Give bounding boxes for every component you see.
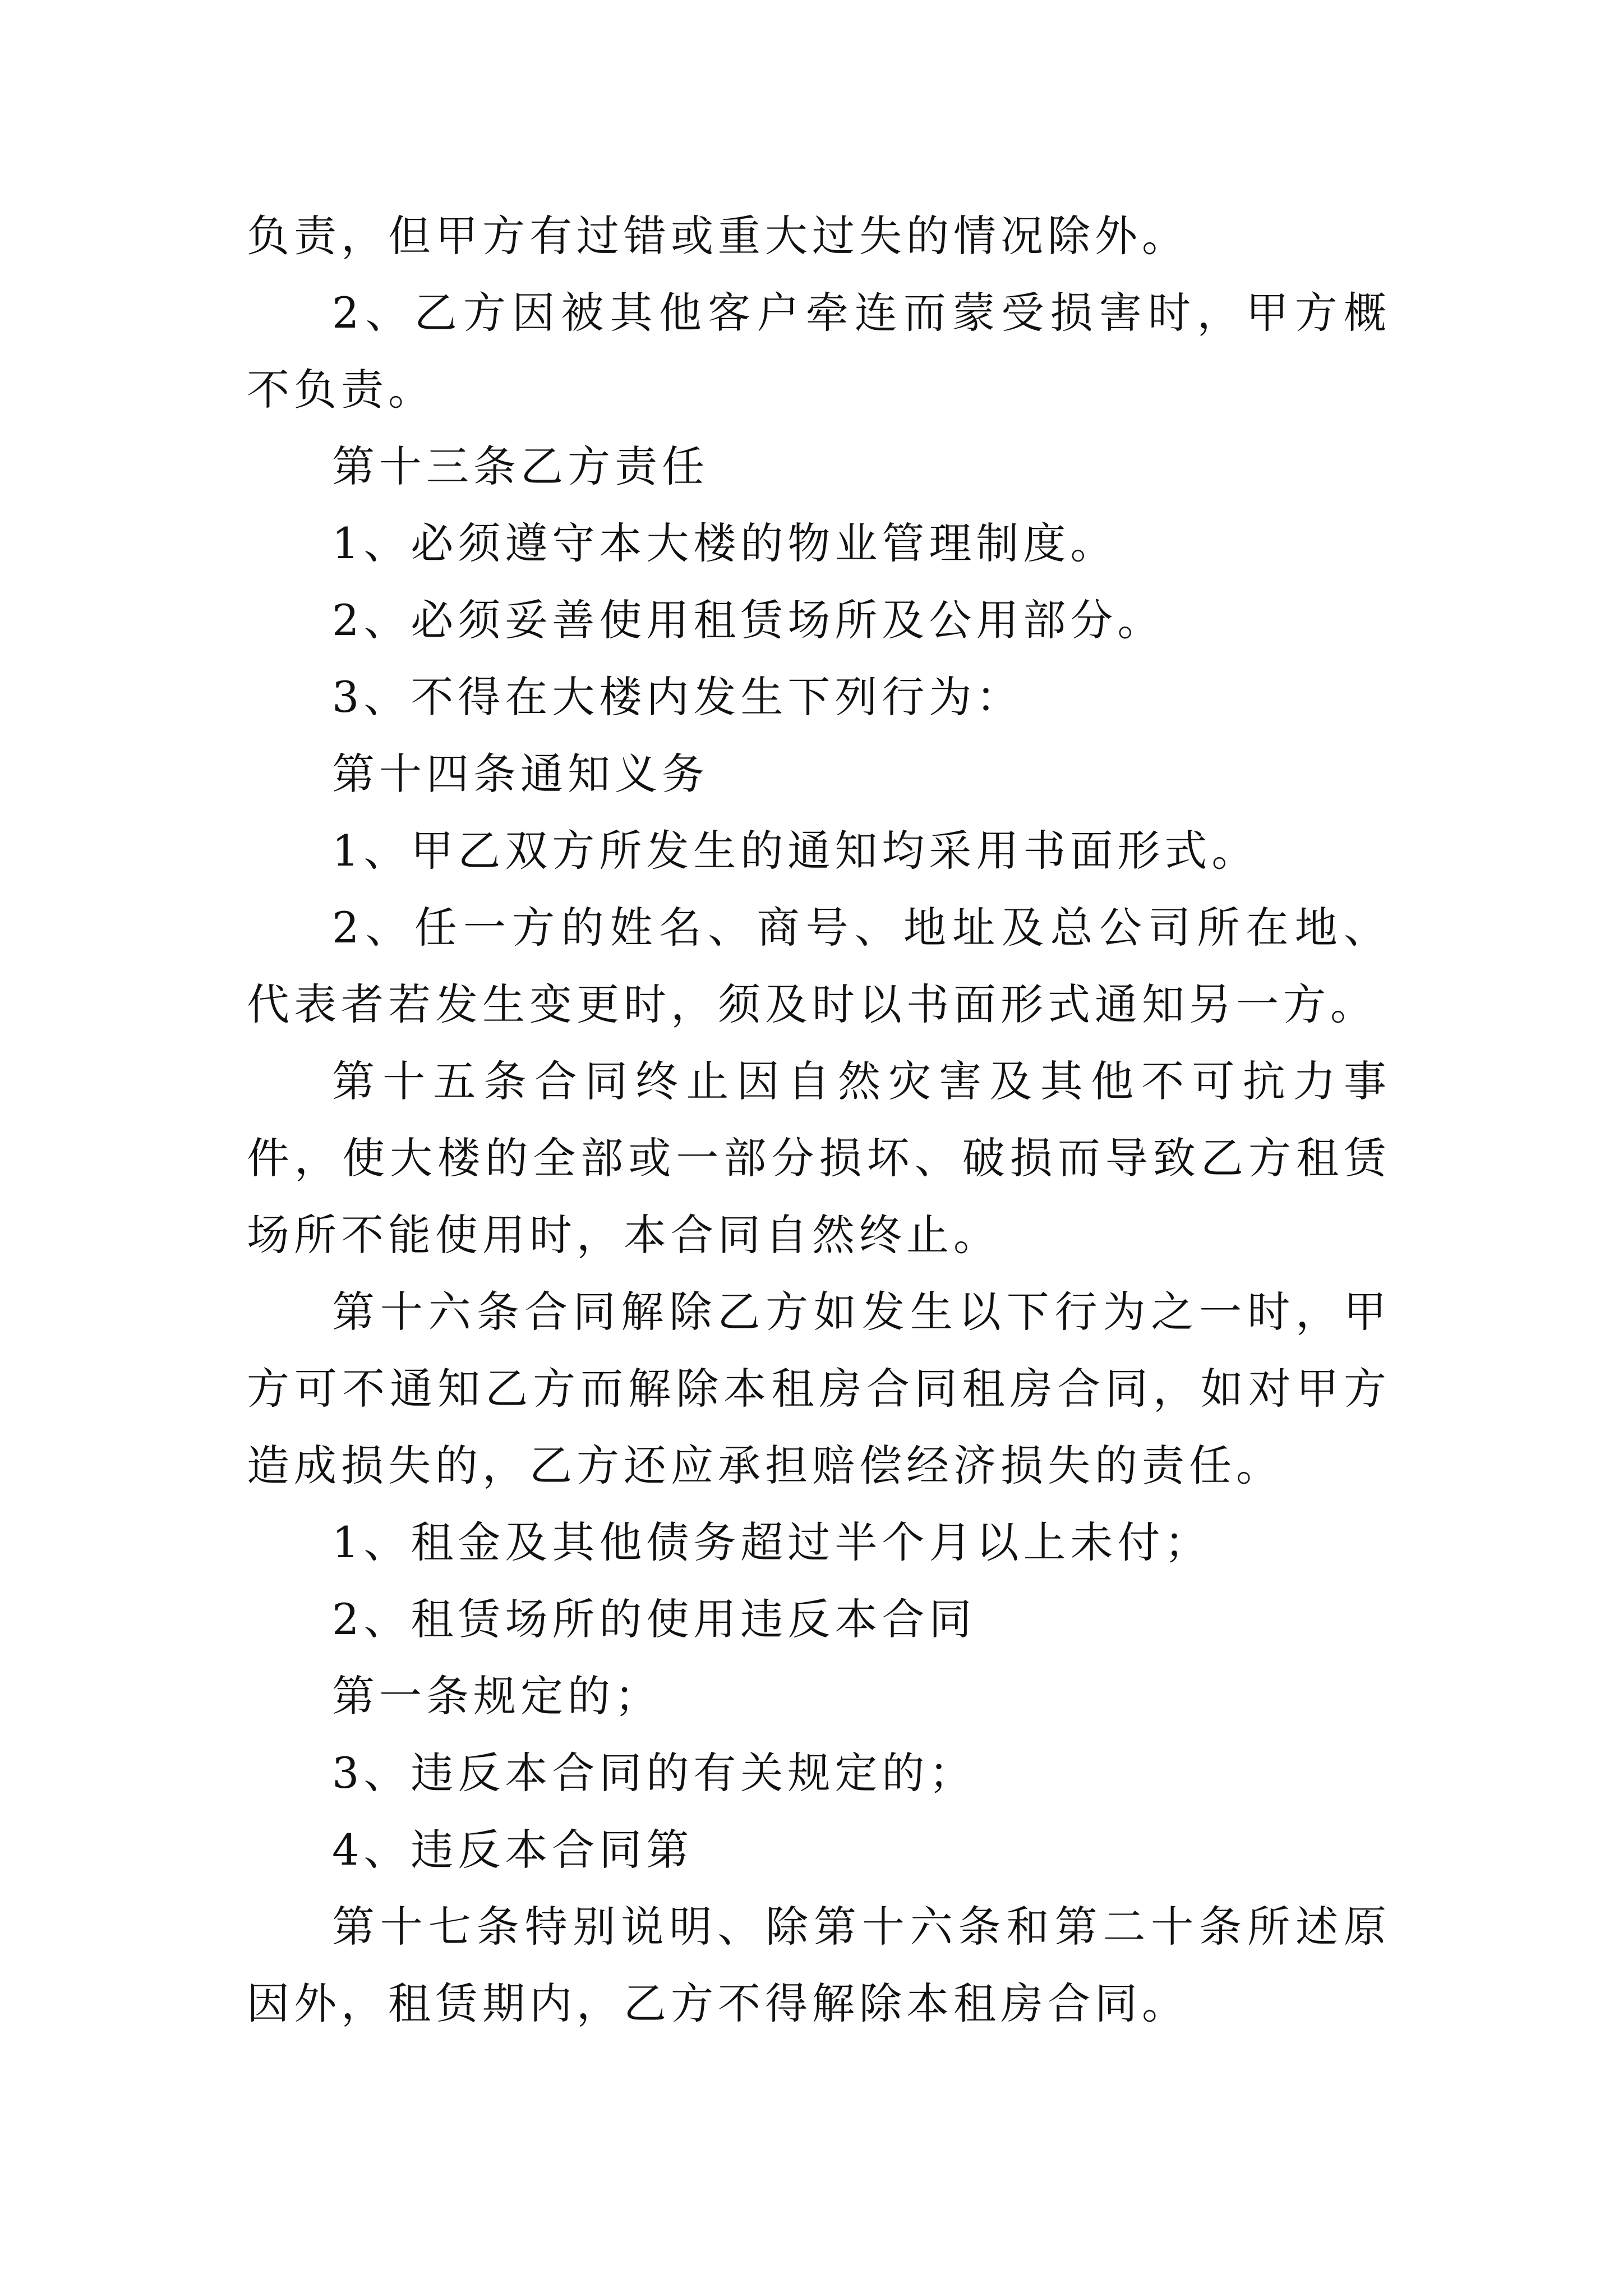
paragraph-5: 2、必须妥善使用租赁场所及公用部分。 bbox=[332, 595, 1165, 645]
paragraph-12: 1、租金及其他债务超过半个月以上未付； bbox=[332, 1517, 1212, 1567]
paragraph-9: 2、任一方的姓名、商号、地址及总公司所在地、代表者若发生变更时，须及时以书面形式通知另一方。 bbox=[247, 903, 1391, 1029]
paragraph-14: 第一条规定的； bbox=[332, 1671, 662, 1721]
paragraph-2: 2、乙方因被其他客户牵连而蒙受损害时，甲方概不负责。 bbox=[247, 288, 1391, 415]
article-13-heading: 第十三条乙方责任 bbox=[332, 441, 709, 491]
document-body bbox=[247, 197, 1391, 2042]
paragraph-6: 3、不得在大楼内发生下列行为： bbox=[332, 672, 1023, 722]
paragraph-8: 1、甲乙双方所发生的通知均采用书面形式。 bbox=[332, 826, 1259, 876]
paragraph-4: 1、必须遵守本大楼的物业管理制度。 bbox=[332, 518, 1118, 568]
paragraph-16: 4、违反本合同第 bbox=[332, 1825, 694, 1875]
paragraph-1: 负责，但甲方有过错或重大过失的情况除外。 bbox=[247, 211, 1189, 261]
paragraph-13: 2、租赁场所的使用违反本合同 bbox=[332, 1594, 976, 1644]
article-14-heading: 第十四条通知义务 bbox=[332, 749, 709, 799]
article-16-paragraph: 第十六条合同解除乙方如发生以下行为之一时，甲方可不通知乙方而解除本租房合同租房合同，如对甲方造成损失的，乙方还应承担赔偿经济损失的责任。 bbox=[247, 1287, 1391, 1490]
paragraph-15: 3、违反本合同的有关规定的； bbox=[332, 1748, 976, 1798]
article-17-paragraph: 第十七条特别说明、除第十六条和第二十条所述原因外，租赁期内，乙方不得解除本租房合同。 bbox=[247, 1902, 1391, 2028]
article-15-paragraph: 第十五条合同终止因自然灾害及其他不可抗力事件，使大楼的全部或一部分损坏、破损而导致乙方租赁场所不能使用时，本合同自然终止。 bbox=[247, 1056, 1391, 1260]
